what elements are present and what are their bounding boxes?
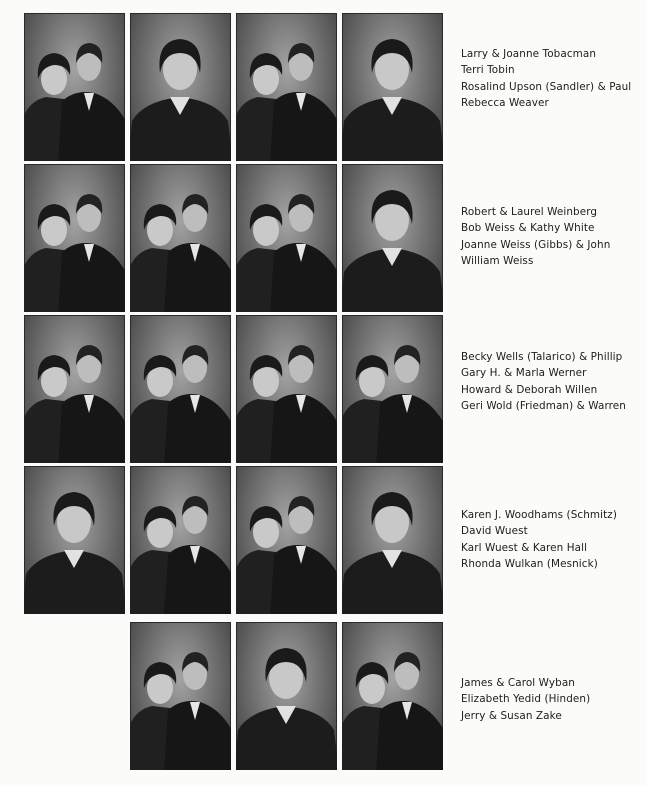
- photo-willen: [236, 315, 337, 463]
- name-entry: Jerry & Susan Zake: [461, 709, 562, 722]
- photo-wulkan: [342, 466, 443, 614]
- photo-weiss-gibbs: [236, 164, 337, 312]
- photo-werner: [130, 315, 231, 463]
- name-entry: Karl Wuest & Karen Hall: [461, 541, 588, 554]
- photo-tobin: [130, 13, 231, 161]
- name-list: [461, 508, 643, 574]
- name-entry: Gary H. & Marla Werner: [461, 367, 587, 380]
- portrait-figure: [236, 164, 337, 312]
- name-entry: Bob Weiss & Kathy White: [461, 222, 595, 235]
- name-entry: William Weiss: [461, 255, 534, 268]
- portrait-figure: [130, 466, 231, 614]
- portrait-figure: [236, 466, 337, 614]
- photo-weiss-white: [130, 164, 231, 312]
- portrait-figure: [236, 622, 337, 770]
- portrait-figure: [236, 13, 337, 161]
- name-entry: David Wuest: [461, 525, 528, 538]
- photo-tobacman: [24, 13, 125, 161]
- name-entry: Karen J. Woodhams (Schmitz): [461, 509, 617, 521]
- name-list: [461, 350, 643, 416]
- photo-wuest-david: [130, 466, 231, 614]
- photo-wold: [342, 315, 443, 463]
- photo-weinberg: [24, 164, 125, 312]
- name-entry: Robert & Laurel Weinberg: [461, 206, 598, 218]
- name-entry: Larry & Joanne Tobacman: [461, 48, 597, 60]
- name-entry: Howard & Deborah Willen: [461, 383, 598, 396]
- name-entry: Rhonda Wulkan (Mesnick): [461, 558, 598, 571]
- name-list: [461, 47, 643, 113]
- name-entry: Elizabeth Yedid (Hinden): [461, 693, 591, 706]
- portrait-figure: [342, 13, 443, 161]
- portrait-figure: [342, 164, 443, 312]
- portrait-figure: [342, 315, 443, 463]
- portrait-figure: [24, 315, 125, 463]
- portrait-figure: [130, 164, 231, 312]
- portrait-figure: [130, 622, 231, 770]
- name-entry: Rosalind Upson (Sandler) & Paul: [461, 80, 632, 93]
- photo-yedid: [236, 622, 337, 770]
- photo-upson: [236, 13, 337, 161]
- name-entry: Becky Wells (Talarico) & Phillip: [461, 351, 623, 363]
- photo-zake: [342, 622, 443, 770]
- name-entry: Rebecca Weaver: [461, 97, 549, 110]
- portrait-figure: [130, 13, 231, 161]
- name-entry: Geri Wold (Friedman) & Warren: [461, 400, 626, 413]
- portrait-figure: [342, 622, 443, 770]
- portrait-figure: [24, 13, 125, 161]
- photo-wuest-hall: [236, 466, 337, 614]
- name-entry: Terri Tobin: [461, 64, 515, 77]
- name-list: [461, 205, 643, 271]
- name-entry: James & Carol Wyban: [461, 677, 575, 689]
- portrait-figure: [236, 315, 337, 463]
- photo-wells: [24, 315, 125, 463]
- photo-william-weiss: [342, 164, 443, 312]
- portrait-figure: [24, 466, 125, 614]
- photo-woodhams: [24, 466, 125, 614]
- photo-wyban: [130, 622, 231, 770]
- portrait-figure: [342, 466, 443, 614]
- name-entry: Joanne Weiss (Gibbs) & John: [461, 238, 611, 251]
- portrait-figure: [24, 164, 125, 312]
- name-list: [461, 676, 643, 725]
- portrait-figure: [130, 315, 231, 463]
- photo-weaver: [342, 13, 443, 161]
